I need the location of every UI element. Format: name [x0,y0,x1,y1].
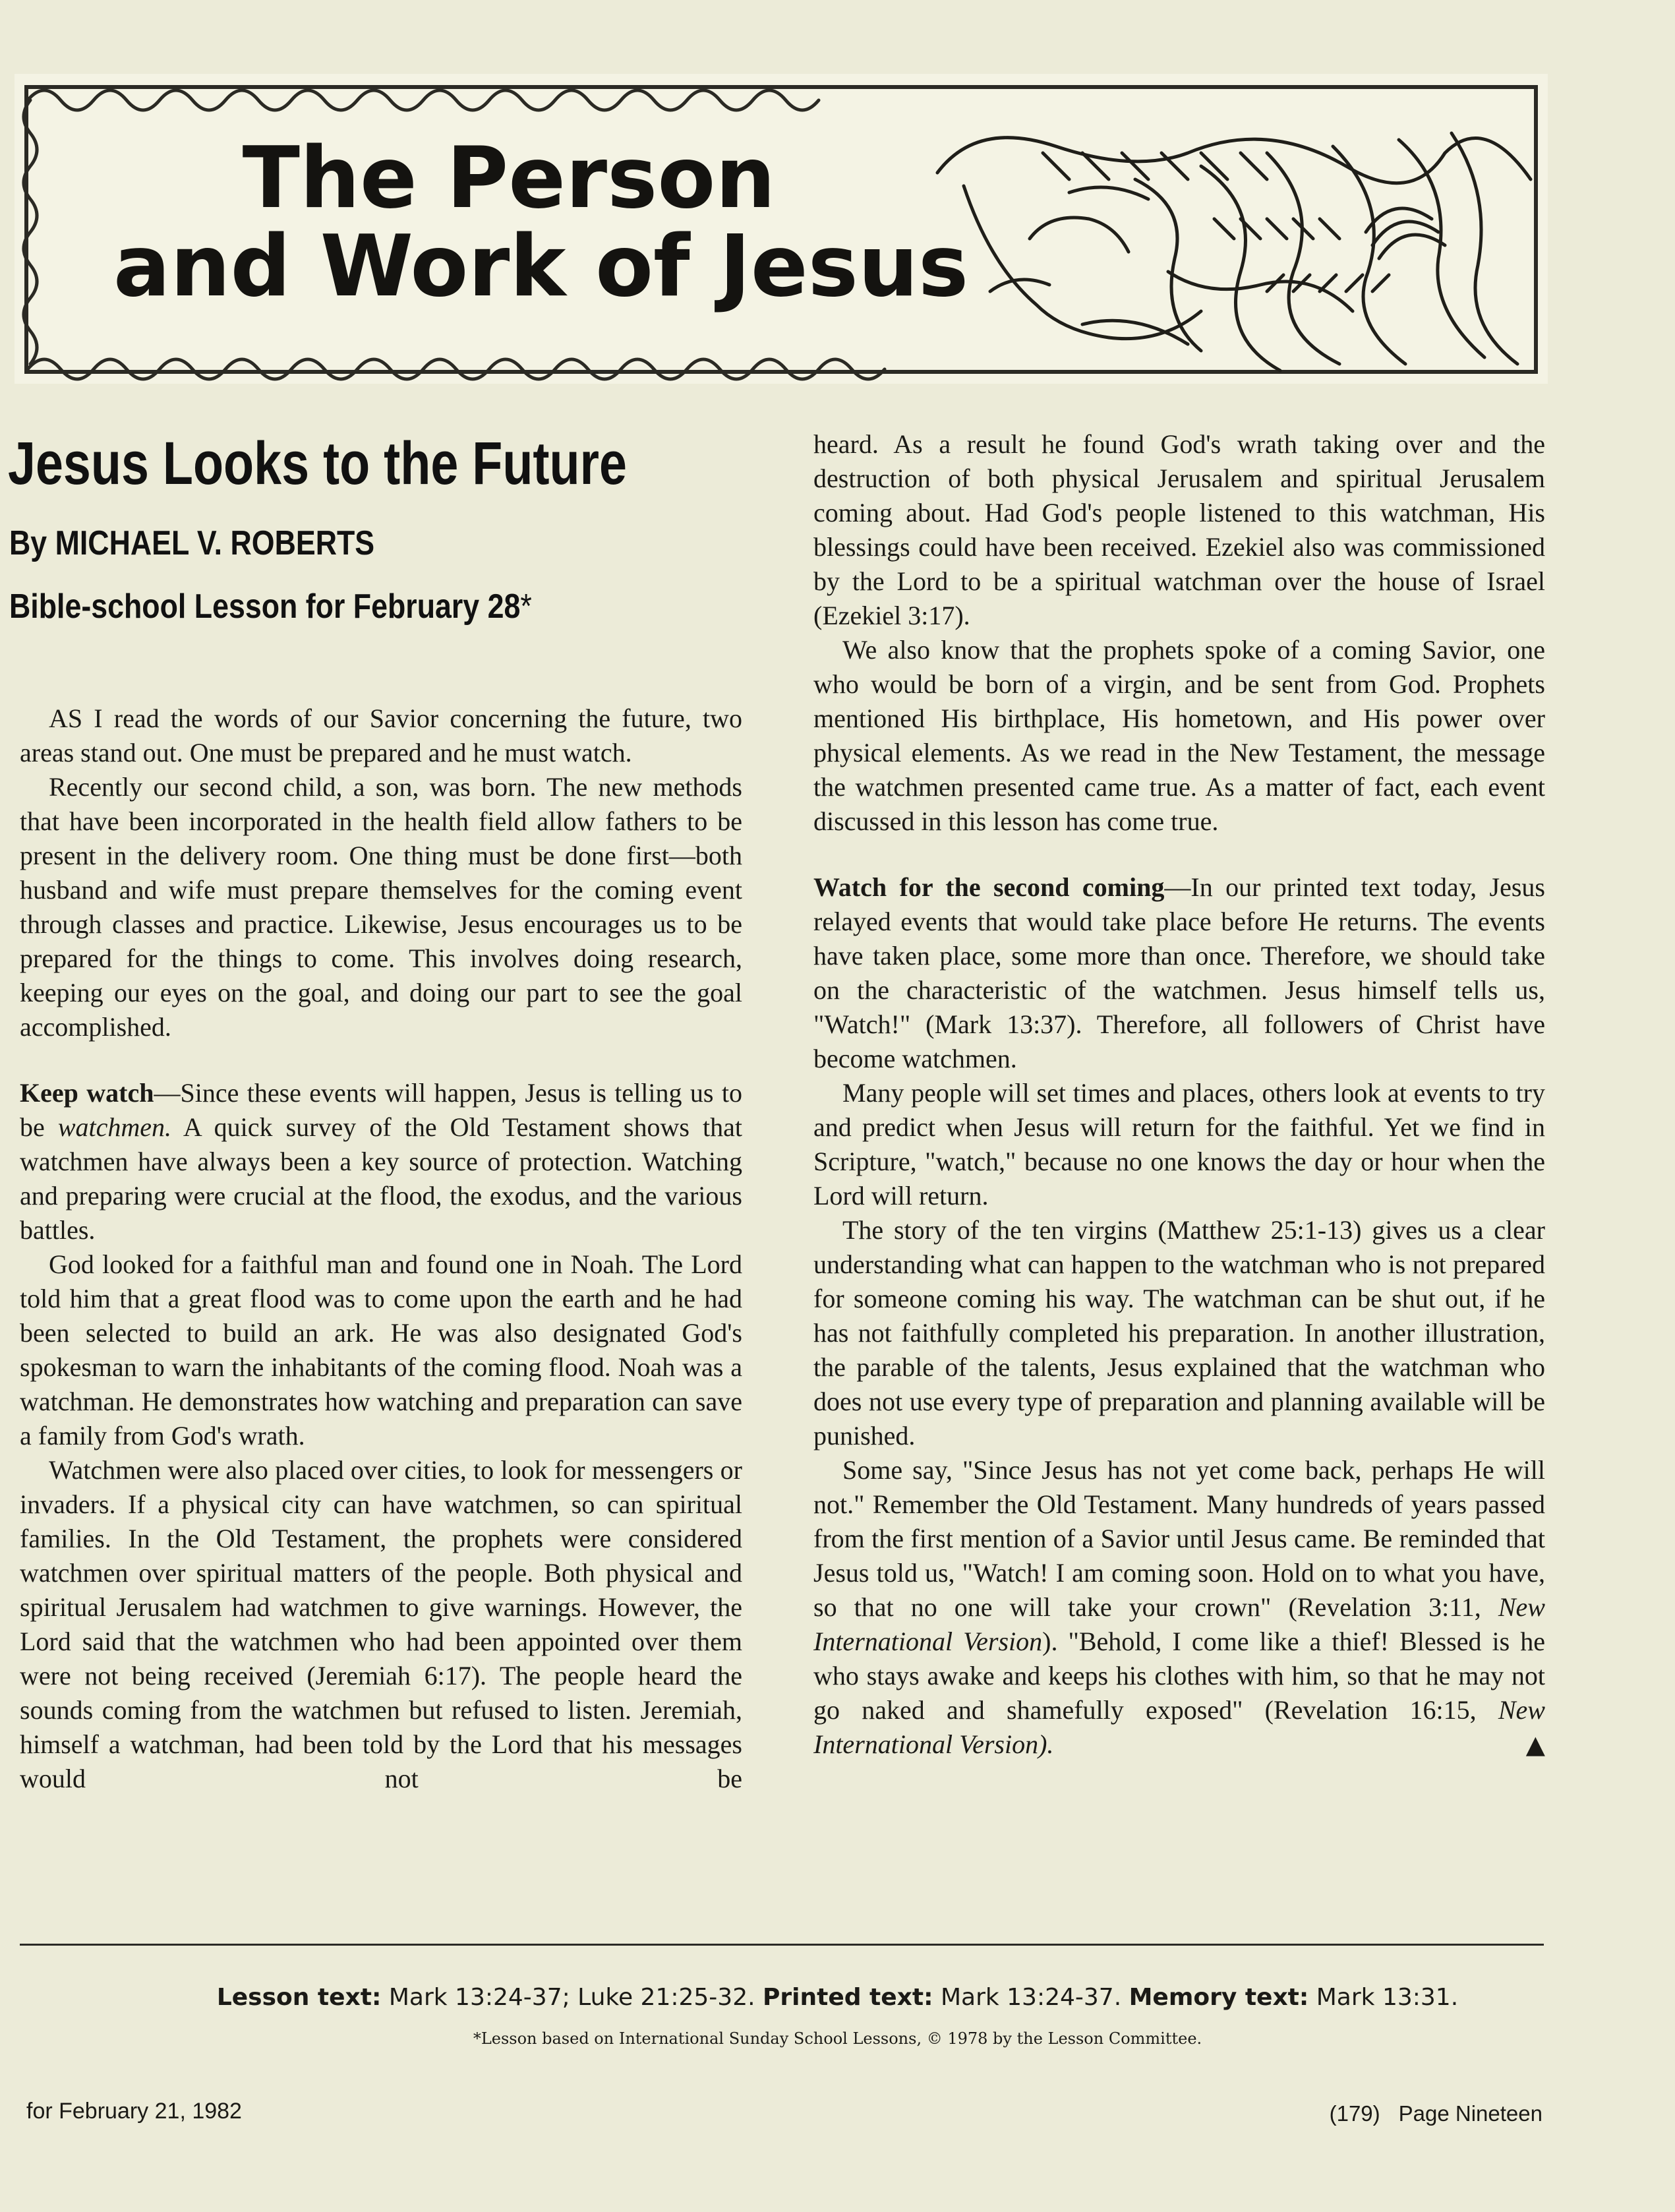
lesson-text-references [0,1983,1675,2012]
author-byline: By MICHAEL V. ROBERTS [9,524,375,562]
end-mark-triangle-icon: ▲ [1525,1730,1545,1759]
paragraph: We also know that the prophets spoke of a coming Savior, one who would be born of a virgin, and be sent from God. Prophets mentioned His birthplace, His hometown, and His power over physical elements. As we read in the New Testament, the message the watchmen presented came true. As a matter of fact, each event discussed in this lesson has come true. [813,635,1545,836]
lesson-text-label: Lesson text: [216,1984,382,2011]
lesson-text-value: Mark 13:24-37; Luke 21:25-32. [381,1984,763,2011]
issue-date: for February 21, 1982 [26,2099,242,2124]
paragraph-text: ). "Behold, I come like a thief! Blessed is he who stays awake and keeps his clothes with him, so that he may not go naked and shamefully exposed" (Revelation 16:15, [813,1627,1546,1725]
banner-title [113,129,969,316]
subheading-keep-watch: Keep watch [20,1078,154,1108]
paragraph-text: ). [1038,1729,1054,1759]
emphasis-text: watchmen. [57,1112,172,1142]
banner-title-line2: and Work of Jesus [113,218,969,316]
paragraph: Watchmen were also placed over cities, to look for messengers or invaders. If a physical city can have watchmen, so can spiritual families. In the Old Testament, the prophets were considered watchmen over spiritual matters of the people. Both physical and spiritual Jerusalem had watchmen to give warnings. However, the Lord said that the watchmen who had been appointed over them were not being received (Jeremiah 6:17). The people heard the sounds coming from the watchmen but refused to listen. Jeremiah, himself a watchman, had been told by the Lord that his messages would not be [20,1455,742,1793]
page-number [1301,2101,1543,2127]
footer-divider [20,1944,1544,1946]
footnote-asterisk: * [520,587,532,626]
subheading-second-coming: Watch for the second coming [813,872,1165,902]
paragraph: AS I read the words of our Savior concerning the future, two areas stand out. One must be prepared and he must watch. [20,703,742,767]
paragraph-text: —Since these events will happen, Jesus is telling us to be [20,1078,742,1142]
lesson-date-text: Bible-school Lesson for February 28 [9,587,521,626]
paragraph: heard. As a result he found God's wrath taking over and the destruction of both physical Jerusalem and spiritual Jerusalem coming about. Had God's people listened to this watchman, His blessings could have been received. Ezekiel also was commissioned by the Lord to be a spiritual watchman over the house of Israel (Ezekiel 3:17). [813,429,1545,630]
emphasis-text: New International Version [813,1592,1545,1656]
title-banner [15,74,1548,384]
lesson-date-line [9,587,532,626]
emphasis-text: New International Version [813,1695,1545,1759]
banner-title-line1: The Person [242,129,776,227]
paragraph: Many people will set times and places, others look at events to try and predict when Jesus will return for the faithful. Yet we find in Scripture, "watch," because no one knows the day or hour when the Lord will return. [813,1078,1545,1211]
copyright-note: *Lesson based on International Sunday School Lessons, © 1978 by the Lesson Committee. [473,2029,1202,2048]
printed-text-value: Mark 13:24-37. [933,1984,1129,2011]
paragraph-final [813,1453,1545,1762]
lesson-heading: Jesus Looks to the Future [8,430,627,497]
paragraph: God looked for a faithful man and found one in Noah. The Lord told him that a great flood was to come upon the earth and he had been selected to build an ark. He was also designated God's spokesman to warn the inhabitants of the coming flood. Noah was a watchman. He demonstrates how watching and preparation can save a family from God's wrath. [20,1249,742,1450]
memory-text-label: Memory text: [1129,1984,1309,2011]
paragraph-text: A quick survey of the Old Testament shows that watchmen have always been a key source of protection. Watching and preparing were crucial at the flood, the exodus, and the various battles. [20,1112,742,1245]
right-column [813,427,1545,1762]
page-code: (179) [1329,2101,1380,2126]
paragraph: Recently our second child, a son, was born. The new methods that have been incorporated in the health field allow fathers to be present in the delivery room. One thing must be done first—both husband and wife must prepare themselves for the coming event through classes and practice. Likewise, Jesus encourages us to be prepared for the things to come. This involves doing research, keeping our eyes on the goal, and doing our part to see the goal accomplished. [20,772,742,1042]
paragraph-text: Some say, "Since Jesus has not yet come back, perhaps He will not." Remember the Old Testament. Many hundreds of years passed from the first mention of a Savior until Jesus came. Be reminded that Jesus told us, "Watch! I am coming soon. Hold on to what you have, so that no one will take your crown" (Revelation 3:11, [813,1455,1545,1622]
left-column [20,702,742,1830]
paragraph-second-coming [813,870,1545,1076]
page-name: Page Nineteen [1398,2101,1543,2126]
jesus-face-engraving [937,133,1531,371]
paragraph-text: —In our printed text today, Jesus relayed events that would take place before He returns. The events have taken place, some more than once. Therefore, we should take on the characteristic of the watchmen. Jesus himself tells us, "Watch!" (Mark 13:37). Therefore, all followers of Christ have become watchmen. [813,872,1545,1073]
printed-text-label: Printed text: [763,1984,933,2011]
paragraph: The story of the ten virgins (Matthew 25:1-13) gives us a clear understanding what can happen to the watchman who is not prepared for someone coming his way. The watchman can be shut out, if he has not faithfully completed his preparation. In another illustration, the parable of the talents, Jesus explained that the watchman who does not use every type of preparation and planning available will be punished. [813,1215,1545,1450]
memory-text-value: Mark 13:31. [1308,1984,1459,2011]
paragraph-keep-watch [20,1076,742,1247]
